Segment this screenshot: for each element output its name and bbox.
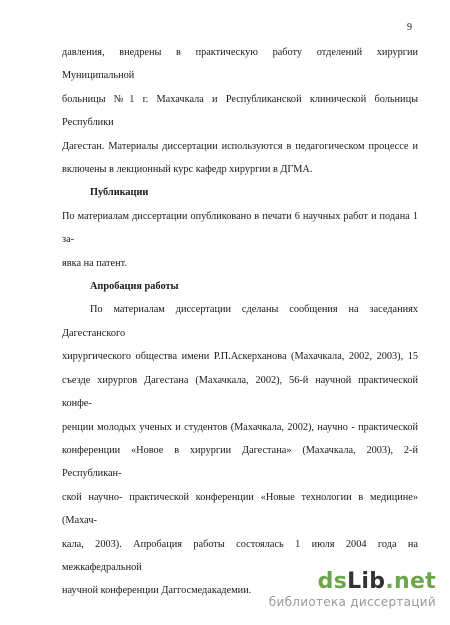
logo-lib: Lib bbox=[347, 569, 386, 594]
text-line: конференции «Новое в хирургии Дагестана» (Махачкала, 2003), 2-й Республикан- bbox=[62, 444, 418, 480]
text-line: включены в лекционный курс кафедр хирургии в ДГМА. bbox=[62, 164, 313, 176]
text-line: ренции молодых ученых и студентов (Махачкала, 2002), научно - практической bbox=[62, 421, 418, 433]
watermark-subtitle: библиотека диссертаций bbox=[268, 595, 436, 609]
intro-paragraph bbox=[62, 41, 418, 181]
text-line: хирургического общества имени Р.П.Аскерханова (Махачкала, 2002, 2003), 15 bbox=[62, 351, 418, 363]
approbation-heading: Апробация работы bbox=[90, 281, 179, 293]
text-line: Дагестан. Материалы диссертации используются в педагогическом процессе и bbox=[62, 140, 418, 152]
text-line: ской научно- практической конференции «Новые технологии в медицине» (Махач- bbox=[62, 491, 418, 527]
logo-ds: ds bbox=[317, 569, 348, 594]
text-line: больницы №1 г. Махачкала и Республиканской клинической больницы Республики bbox=[62, 93, 418, 129]
text-line: давления, внедрены в практическую работу отделений хирургии Муниципальной bbox=[62, 47, 418, 82]
text-line: съезде хирургов Дагестана (Махачкала, 2002), 56-й научной практической конфе- bbox=[62, 374, 418, 410]
text-line: явка на патент. bbox=[62, 257, 127, 269]
logo-net: .net bbox=[385, 569, 436, 594]
text-line: По материалам диссертации опубликовано в печати 6 научных работ и подана 1 за- bbox=[62, 210, 418, 246]
publications-paragraph bbox=[62, 205, 418, 275]
text-line: научной конференции Даггосмедакадемии. bbox=[62, 585, 252, 597]
text-line: По материалам диссертации сделаны сообщения на заседаниях Дагестанского bbox=[62, 304, 418, 339]
document-body bbox=[62, 41, 418, 603]
approbation-paragraph bbox=[62, 298, 418, 602]
page-number: 9 bbox=[407, 22, 412, 33]
dslib-logo bbox=[269, 571, 436, 593]
text-line: кала, 2003). Апробация работы состоялась 1 июля 2004 года на межкафедральной bbox=[62, 538, 418, 573]
publications-heading: Публикации bbox=[90, 187, 149, 199]
dslib-watermark bbox=[269, 571, 436, 609]
